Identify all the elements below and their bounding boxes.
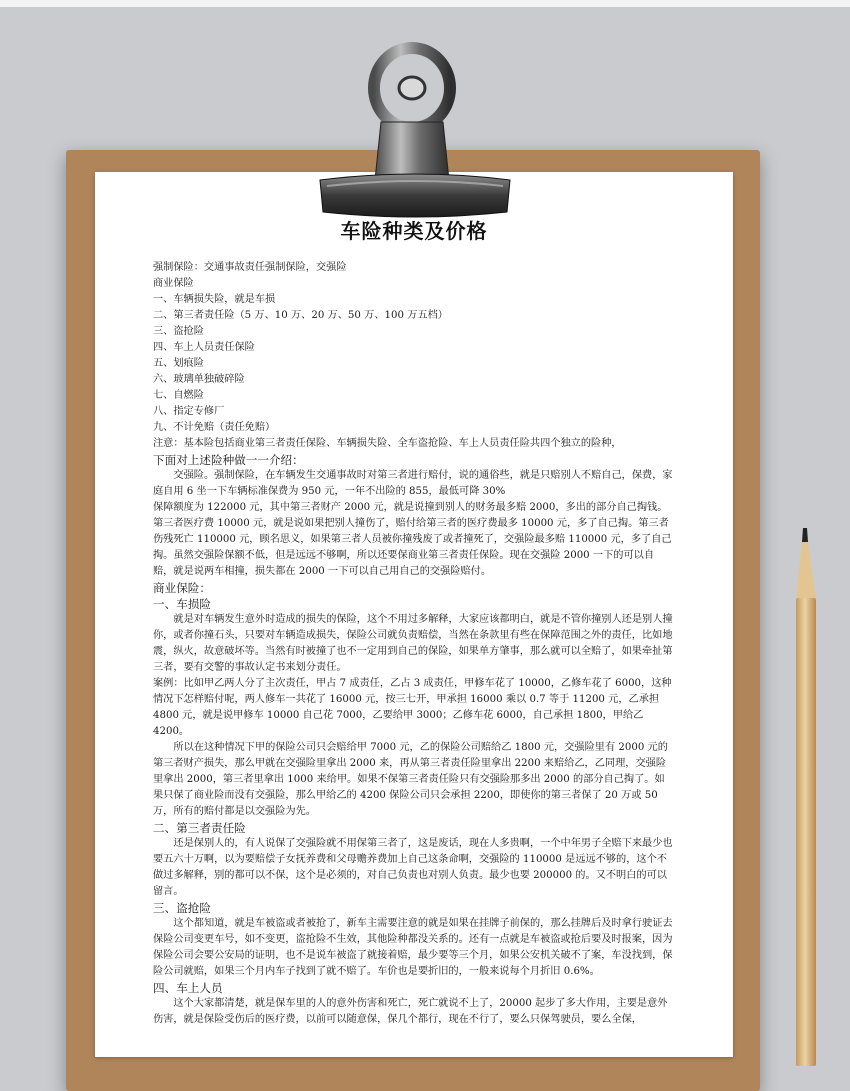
text-line: 强制保险：交通事故责任强制保险，交强险	[153, 262, 347, 273]
text-line: 六、玻璃单独破碎险	[153, 374, 245, 385]
paragraph: 案例：比如甲乙两人分了主次责任，甲占 7 成责任，乙占 3 成责任，甲修车花了 10000，乙修车花了 6000，这种情况下怎样赔付呢，两人修车一共花了 16000 元，按三七开，甲承担 16000 乘以 0.7 等于 11200 元，乙承担 4800 元，就是说甲修车 10000 自己花 7000，乙要给甲 3000；乙修车花 6000，自己承担 1800，甲给乙 4200。	[153, 678, 672, 737]
paragraph: 所以在这种情况下甲的保险公司只会赔给甲 7000 元，乙的保险公司赔给乙 1800 元，交强险里有 2000 元的第三者财产损失，那么甲就在交强险里拿出 2000 来，再从第三者责任险里拿出 2200 来赔给乙，乙同理，交强险里拿出 2000，第三者里拿出 1000 来给甲。如果不保第三者责任险只有交强险那多出 2000 的部分自己掏了。如果只保了商业险而没有交强险，那么甲给乙的 4200 保险公司只会承担 2200，即使你的第三者保了 20 万或 50 万，所有的赔付都是以交强险为先。	[153, 742, 668, 817]
paragraph: 就是对车辆发生意外时造成的损失的保险，这个不用过多解释，大家应该都明白，就是不管你撞别人还是别人撞你，或者你撞石头，只要对车辆造成损失，保险公司就负责赔偿，当然在条款里有些在保障范围之外的责任，比如地震，纵火，故意破坏等。当然有时被撞了也不一定用到自己的保险，如果单方肇事，那么就可以全赔了，如果牵扯第三者，要有交警的事故认定书来划分责任。	[153, 614, 673, 673]
document-page	[95, 172, 733, 1057]
text-line: 四、车上人员责任保险	[153, 342, 255, 353]
top-strip	[0, 0, 850, 7]
paragraph: 这个大家都清楚，就是保车里的人的意外伤害和死亡，死亡就说不上了，20000 起步了多大作用，主要是意外伤害，就是保险受伤后的医疗费，以前可以随意保，保几个都行，现在不行了，要么只保驾驶员，要么全保，	[153, 998, 668, 1025]
section-heading: 三、盗抢险	[153, 901, 211, 915]
text-line: 七、自燃险	[153, 390, 204, 401]
section-heading: 二、第三者责任险	[153, 821, 246, 835]
pencil-icon	[794, 528, 820, 1068]
binder-clip-icon	[315, 40, 515, 220]
text-line: 一、车辆损失险，就是车损	[153, 294, 276, 305]
paragraph: 还是保别人的，有人说保了交强险就不用保第三者了，这是废话，现在人多贵啊，一个中年男子全赔下来最少也要五六十万啊，以为要赔偿子女抚养费和父母赡养费加上自己这条命啊，交强险的 110000 是远远不够的，这个不做过多解释，别的都可以不保，这个是必须的，对自己负责也对别人负责。最少也要 200000 的。又不明白的可以留言。	[153, 838, 673, 897]
text-line: 注意：基本险包括商业第三者责任保险、车辆损失险、全车盗抢险、车上人员责任险共四个独立的险种，	[153, 438, 622, 449]
text-line: 二、第三者责任险（5 万、10 万、20 万、50 万、100 万五档）	[153, 310, 448, 321]
document-body	[153, 260, 673, 1028]
paragraph: 这个都知道，就是车被盗或者被抢了，新车主需要注意的就是如果在挂牌子前保的，那么挂牌后及时拿行驶证去保险公司变更车号，如不变更，盗抢险不生效，其他险种都没关系的。还有一点就是车被盗或抢后要及时报案，因为保险公司会要公安局的证明，也不是说车被盗了就接着赔，最少要等三个月，如果公安机关破不了案，车没找到，保险公司就赔，如果三个月内车子找到了就不赔了。车价也是要折旧的，一般来说每个月折旧 0.6%。	[153, 918, 673, 977]
text-line: 三、盗抢险	[153, 326, 204, 337]
section-heading: 商业保险：	[153, 581, 211, 595]
text-line: 九、不计免赔（责任免赔）	[153, 422, 276, 433]
paragraph: 保障额度为 122000 元，其中第三者财产 2000 元，就是说撞到别人的财务最多赔 2000，多出的部分自己掏钱。第三者医疗费 10000 元，就是说如果把别人撞伤了，赔付给第三者的医疗费最多 10000 元，多了自己掏。第三者伤残死亡 110000 元，顾名思义，如果第三者人员被你撞残废了或者撞死了，交强险最多赔 110000 元，多了自己掏。虽然交强险保额不低，但是远远不够啊，所以还要保商业第三者责任保险。现在交强险 2000 一下的可以自赔，就是说两车相撞，损失都在 2000 一下可以自己用自己的交强险赔付。	[153, 502, 672, 577]
text-line: 下面对上述险种做一一介绍：	[153, 453, 304, 467]
text-line: 五、划痕险	[153, 358, 204, 369]
section-heading: 一、车损险	[153, 597, 211, 611]
text-line: 商业保险	[153, 278, 194, 289]
text-line: 八、指定专修厂	[153, 406, 225, 417]
section-heading: 四、车上人员	[153, 981, 223, 995]
paragraph: 交强险。强制保险，在车辆发生交通事故时对第三者进行赔付，说的通俗些，就是只赔别人不赔自己，保费，家庭自用 6 坐一下车辆标准保费为 950 元，一年不出险的 855，最低可降 30%	[153, 470, 673, 497]
document-title: 车险种类及价格	[340, 219, 488, 243]
